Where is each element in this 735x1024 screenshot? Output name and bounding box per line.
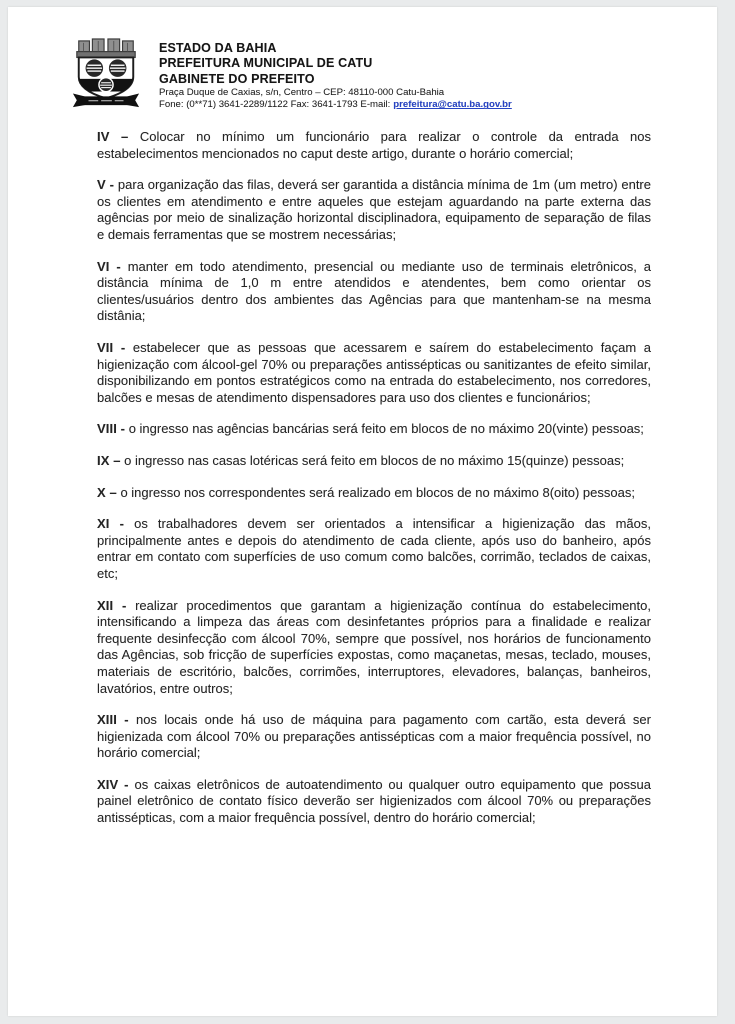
org-state-line: ESTADO DA BAHIA xyxy=(159,41,277,55)
item-text: o ingresso nos correspondentes será realizado em blocos de no máximo 8(oito) pessoas; xyxy=(120,484,635,500)
email-link[interactable]: prefeitura@catu.ba.gov.br xyxy=(393,99,512,111)
item-text: nos locais onde há uso de máquina para pagamento com cartão, esta deverá ser higienizada com álcool 70% ou preparações antissépticas com a maior frequência possível, no horário comercial; xyxy=(97,712,651,761)
document-page xyxy=(8,7,717,1016)
item-numeral: XI - xyxy=(97,516,125,532)
item-text: Colocar no mínimo um funcionário para realizar o controle da entrada nos estabelecimentos mencionados no caput deste artigo, durante o horário comercial; xyxy=(97,129,651,161)
item-text: os trabalhadores devem ser orientados a intensificar a higienização das mãos, principalmente antes e depois do atendimento de cada cliente, após uso do banheiro, após entrar em contato com superfícies de uso comum como balcões, corrimão, teclados de caixas, etc; xyxy=(97,516,651,581)
item-numeral: V - xyxy=(97,177,115,193)
item-text: o ingresso nas casas lotéricas será feito em blocos de no máximo 15(quinze) pessoas; xyxy=(124,452,625,468)
coat-of-arms-logo xyxy=(65,38,147,110)
contact-line xyxy=(159,99,512,112)
document-paragraph xyxy=(97,485,651,502)
item-numeral: IX – xyxy=(97,452,121,468)
document-paragraph xyxy=(97,453,651,470)
coat-of-arms-icon xyxy=(65,38,147,110)
document-paragraph xyxy=(97,712,651,762)
item-numeral: VII - xyxy=(97,340,126,356)
item-numeral: IV – xyxy=(97,129,129,145)
item-text: para organização das filas, deverá ser garantida a distância mínima de 1m (um metro) entre os clientes em atendimento e entre aqueles que estejam aguardando na parte externa das agências por meio de sinalização horizontal disciplinadora, equipamento de separação de filas e demais ferramentas que se mostrem necessárias; xyxy=(97,177,651,243)
document-paragraph xyxy=(97,421,651,438)
item-numeral: XII - xyxy=(97,597,127,613)
letterhead-text xyxy=(159,38,512,112)
document-paragraph xyxy=(97,129,651,162)
document-paragraph xyxy=(97,177,651,243)
contact-prefix: Fone: (0**71) 3641-2289/1122 Fax: 3641-1793 E-mail: xyxy=(159,99,391,111)
document-paragraph xyxy=(97,777,651,827)
document-paragraph xyxy=(97,598,651,698)
org-office-line: GABINETE DO PREFEITO xyxy=(159,71,315,86)
letterhead xyxy=(65,38,717,112)
item-text: estabelecer que as pessoas que acessarem e saírem do estabelecimento façam a higienização com álcool-gel 70% ou preparações antissépticas ou sanitizantes de efeito similar, disponibilizando em pontos estratégicos como na entrada do estabelecimento, nos corredores, balcões e mesas de atendimento dispensadores para uso dos clientes e funcionários; xyxy=(97,340,651,405)
item-numeral: XIII - xyxy=(97,712,129,728)
address-line: Praça Duque de Caxias, s/n, Centro – CEP: 48110-000 Catu-Bahia xyxy=(159,86,445,98)
item-text: manter em todo atendimento, presencial ou mediante uso de terminais eletrônicos, a distância mínima de 1,0 m entre atendidos e atendentes, bem como orientar os clientes/usuários dentro dos ambientes das Agências para que mantenham-se na mesma distânia; xyxy=(97,258,651,324)
document-paragraphs xyxy=(97,129,651,827)
document-paragraph xyxy=(97,516,651,582)
item-numeral: VIII - xyxy=(97,421,126,437)
item-text: os caixas eletrônicos de autoatendimento ou qualquer outro equipamento que possua painel eletrônico de contato físico deverão ser higienizados com álcool 70% ou preparações antissépticas, com a maior frequência possível, dentro do horário comercial; xyxy=(97,776,651,826)
document-paragraph xyxy=(97,340,651,406)
org-municipality-line: PREFEITURA MUNICIPAL DE CATU xyxy=(159,56,373,71)
document-paragraph xyxy=(97,259,651,325)
item-text: o ingresso nas agências bancárias será feito em blocos de no máximo 20(vinte) pessoas; xyxy=(128,421,644,437)
item-numeral: X – xyxy=(97,484,117,500)
item-text: realizar procedimentos que garantam a higienização contínua do estabelecimento, intensificando a limpeza das áreas com desinfetantes próprios para a finalidade e realizar frequente desinfecção com álcool 70%, sempre que possível, nos horários de funcionamento das Agências, sob fricção de superfícies expostas, como maçanetas, mesas, teclado, mouses, materiais de escritório, balcões, corrimões, interruptores, elevadores, balanças, banheiros, lavatórios, entre outros; xyxy=(97,597,651,696)
item-numeral: XIV - xyxy=(97,776,129,792)
item-numeral: VI - xyxy=(97,258,121,274)
